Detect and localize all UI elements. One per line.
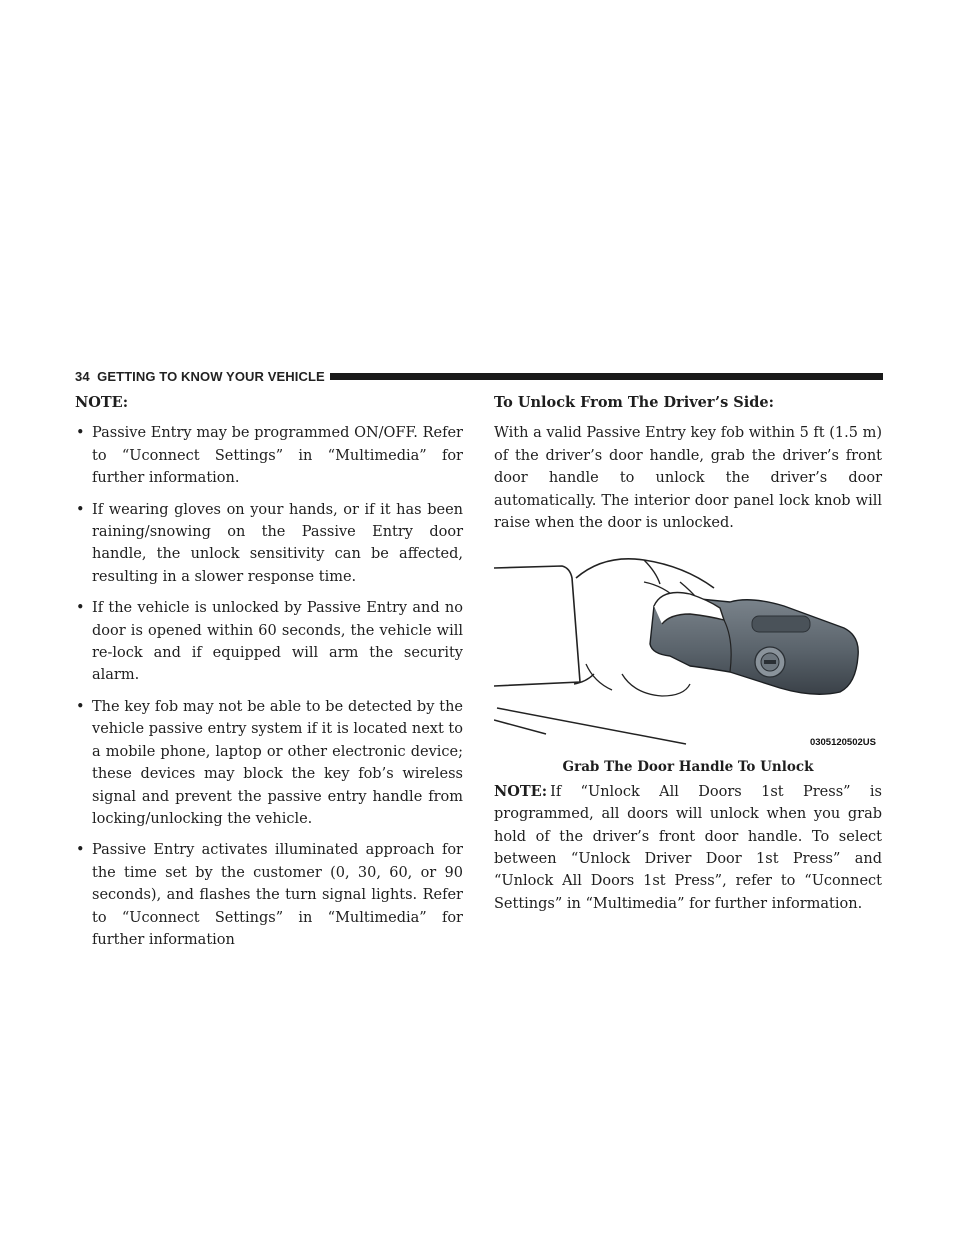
right-column bbox=[494, 392, 882, 915]
left-column bbox=[75, 392, 463, 960]
bullet-icon: • bbox=[76, 425, 85, 442]
note-bullet-list bbox=[75, 422, 463, 951]
bullet-icon: • bbox=[76, 842, 85, 859]
note-bullet-item bbox=[75, 499, 463, 589]
figure-code: 0305120502US bbox=[809, 737, 876, 749]
section-title: GETTING TO KNOW YOUR VEHICLE bbox=[97, 369, 325, 384]
bullet-icon: • bbox=[76, 501, 85, 518]
bullet-text: If wearing gloves on your hands, or if it has been raining/snowing on the Passive Entry door handle, the unlock sensitivity can be affected, resulting in a slower response time. bbox=[92, 501, 463, 585]
note-bullet-item bbox=[75, 839, 463, 951]
page-number: 34 bbox=[75, 369, 90, 384]
door-handle-illustration bbox=[494, 544, 882, 752]
note-bullet-item bbox=[75, 422, 463, 489]
note-bullet-item bbox=[75, 696, 463, 830]
note-label: NOTE: bbox=[494, 782, 548, 800]
note-heading: NOTE: bbox=[75, 394, 129, 411]
door-handle-figure bbox=[494, 544, 882, 752]
note-text: If “Unlock All Doors 1st Press” is programmed, all doors will unlock when you grab hold of the driver’s front door handle. To select between “Unlock Driver Door 1st Press” and “Unlock All Doors 1st Press”, refer to “Uconnect Settings” in “Multimedia” for further information. bbox=[494, 783, 882, 912]
bullet-icon: • bbox=[76, 600, 85, 617]
section-heading: To Unlock From The Driver’s Side: bbox=[494, 394, 774, 411]
bullet-text: Passive Entry may be programmed ON/OFF. Refer to “Uconnect Settings” in “Multimedia” for further information. bbox=[92, 425, 463, 487]
note-paragraph bbox=[494, 781, 882, 915]
bullet-text: Passive Entry activates illuminated approach for the time set by the customer (0, 30, 60, or 90 seconds), and flashes the turn signal lights. Refer to “Uconnect Settings” in “Multimedia” for further information bbox=[92, 842, 463, 948]
header-rule bbox=[330, 373, 883, 380]
bullet-icon: • bbox=[76, 698, 85, 715]
header-label bbox=[75, 369, 325, 385]
page-header bbox=[75, 369, 883, 385]
bullet-text: The key fob may not be able to be detected by the vehicle passive entry system if it is located next to a mobile phone, laptop or other electronic device; these devices may block the key fob’s wireless signal and prevent the passive entry handle from locking/unlocking the vehicle. bbox=[92, 698, 463, 827]
body-paragraph: With a valid Passive Entry key fob within 5 ft (1.5 m) of the driver’s door handle, grab the driver’s front door handle to unlock the driver’s door automatically. The interior door panel lock knob will raise when the door is unlocked. bbox=[494, 425, 882, 532]
bullet-text: If the vehicle is unlocked by Passive Entry and no door is opened within 60 seconds, the vehicle will re-lock and if equipped will arm the security alarm. bbox=[92, 600, 463, 684]
figure-caption: Grab The Door Handle To Unlock bbox=[562, 759, 814, 776]
note-bullet-item bbox=[75, 597, 463, 687]
